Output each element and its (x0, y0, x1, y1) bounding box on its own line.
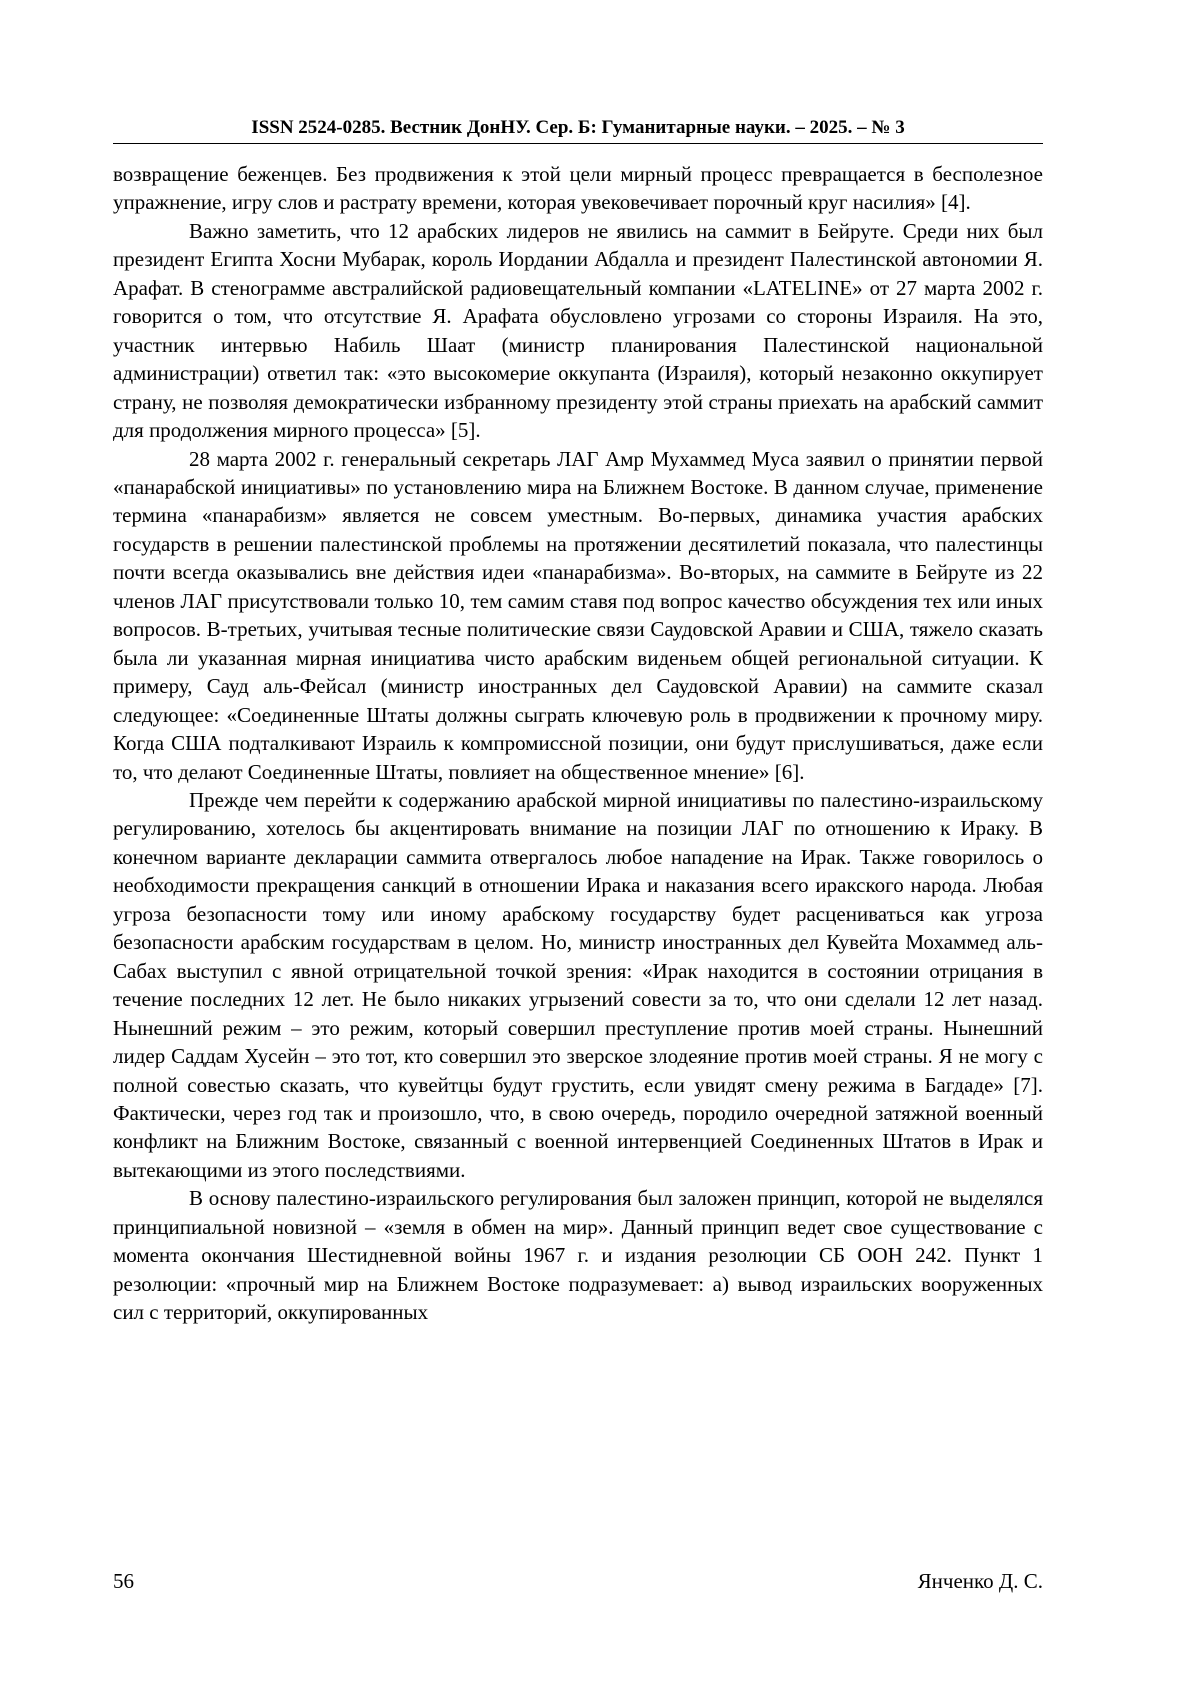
header-divider (113, 143, 1043, 144)
paragraph-land-for-peace: В основу палестино-израильского регулирования был заложен принцип, которой не выделялся принципиальной новизной – «земля в обмен на мир». Данный принцип ведет свое существование с момента окончания Шестидневной войны 1967 г. и издания резолюции СБ ООН 242. Пункт 1 резолюции: «прочный мир на Ближнем Востоке подразумевает: а) вывод израильских вооруженных сил с территорий, оккупированных (113, 1186, 1043, 1325)
page-number: 56 (113, 1569, 134, 1593)
paragraph-continuation: возвращение беженцев. Без продвижения к этой цели мирный процесс превращается в бесполезное упражнение, игру слов и растрату времени, которая увековечивает порочный круг насилия» [4]. (113, 162, 1043, 215)
article-body (113, 160, 1043, 1327)
paragraph-panarab-initiative: 28 марта 2002 г. генеральный секретарь ЛАГ Амр Мухаммед Муса заявил о принятии первой «панарабской инициативы» по установлению мира на Ближнем Востоке. В данном случае, применение термина «панарабизм» является не совсем уместным. Во-первых, динамика участия арабских государств в решении палестинской проблемы на протяжении десятилетий показала, что палестинцы почти всегда оказывались вне действия идеи «панарабизма». Во-вторых, на саммите в Бейруте из 22 членов ЛАГ присутствовали только 10, тем самим ставя под вопрос качество обсуждения тех или иных вопросов. В-третьих, учитывая тесные политические связи Саудовской Аравии и США, тяжело сказать была ли указанная мирная инициатива чисто арабским виденьем общей региональной ситуации. К примеру, Сауд аль-Фейсал (министр иностранных дел Саудовской Аравии) на саммите сказал следующее: «Соединенные Штаты должны сыграть ключевую роль в продвижении к прочному миру. Когда США подталкивают Израиль к компромиссной позиции, они будут прислушиваться, даже если то, что делают Соединенные Штаты, повлияет на общественное мнение» [6]. (113, 446, 1043, 784)
running-header: ISSN 2524-0285. Вестник ДонНУ. Сер. Б: Гуманитарные науки. – 2025. – № 3 (251, 117, 905, 138)
footer-author: Янченко Д. С. (917, 1569, 1043, 1593)
paragraph-arab-leaders: Важно заметить, что 12 арабских лидеров не явились на саммит в Бейруте. Среди них был президент Египта Хосни Мубарак, король Иордании Абдалла и президент Палестинской автономии Я. Арафат. В стенограмме австралийской радиовещательный компании «LATELINE» от 27 марта 2002 г. говорится о том, что отсутствие Я. Арафата обусловлено угрозами со стороны Израиля. На это, участник интервью Набиль Шаат (министр планирования Палестинской национальной администрации) ответил так: «это высокомерие оккупанта (Израиля), который незаконно оккупирует страну, не позволяя демократически избранному президенту этой страны приехать на арабский саммит для продолжения мирного процесса» [5]. (113, 218, 1043, 443)
paragraph-iraq-position: Прежде чем перейти к содержанию арабской мирной инициативы по палестино-израильскому регулированию, хотелось бы акцентировать внимание на позиции ЛАГ по отношению к Ираку. В конечном варианте декларации саммита отвергалось любое нападение на Ирак. Также говорилось о необходимости прекращения санкций в отношении Ирака и наказания всего иракского народа. Любая угроза безопасности тому или иному арабскому государству будет расцениваться как угроза безопасности арабским государствам в целом. Но, министр иностранных дел Кувейта Мохаммед аль-Сабах выступил с явной отрицательной точкой зрения: «Ирак находится в состоянии отрицания в течение последних 12 лет. Не было никаких угрызений совести за то, что они сделали 12 лет назад. Нынешний режим – это режим, который совершил преступление против моей страны. Нынешний лидер Саддам Хусейн – это тот, кто совершил это зверское злодеяние против моей страны. Я не могу с полной совестью сказать, что кувейтцы будут грустить, если увидят смену режима в Багдаде» [7]. Фактически, через год так и произошло, что, в свою очередь, породило очередной затяжной военный конфликт на Ближним Востоке, связанный с военной интервенцией Соединенных Штатов в Ирак и вытекающими из этого последствиями. (113, 787, 1043, 1182)
